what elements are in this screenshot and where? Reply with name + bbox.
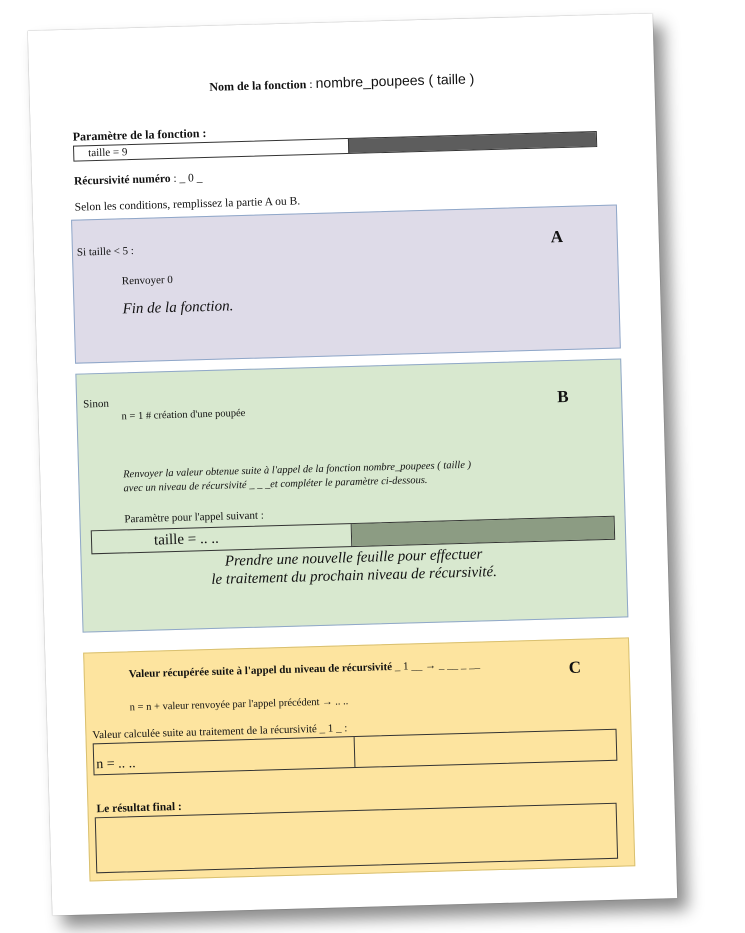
section-c-box — [83, 637, 635, 881]
title-label: Nom de la fonction — [209, 77, 307, 94]
page-title — [29, 65, 654, 99]
calc-right-cell — [355, 730, 617, 767]
section-a-condition: Si taille < 5 : — [76, 245, 135, 259]
recursion-value: : _ 0 _ — [170, 172, 203, 185]
section-b-box — [75, 358, 628, 632]
section-a-return: Renvoyer 0 — [121, 273, 173, 288]
final-result-label: Le résultat final : — [96, 800, 182, 816]
instructions-text: Selon les conditions, remplissez la partie A ou B. — [74, 195, 301, 214]
section-a-letter: A — [550, 227, 564, 247]
function-signature: nombre_poupees ( taille ) — [315, 70, 475, 91]
parameter-value: taille = 9 — [88, 146, 128, 160]
final-result-box[interactable] — [95, 800, 618, 874]
calc-value: n = .. .. — [96, 756, 136, 773]
parameter-shaded-cell — [348, 132, 596, 153]
section-c-calc-label: Valeur calculée suite au traitement de la récursivité _ 1 _ : — [92, 722, 348, 742]
section-b-note-1: Prendre une nouvelle feuille pour effectuer — [224, 546, 483, 570]
section-b-assignment: n = 1 # création d'une poupée — [121, 407, 246, 423]
section-b-instruction-1: Renvoyer la valeur obtenue suite à l'appel de la fonction nombre_poupees ( taille ) — [123, 459, 472, 481]
next-param-value: taille = .. .. — [92, 524, 353, 553]
section-c-heading-tail: _ 1 __ → _ __ _ __ — [391, 658, 481, 673]
section-c-heading — [129, 659, 481, 681]
section-c-letter: C — [568, 657, 582, 678]
next-param-shaded-cell — [352, 517, 615, 546]
recursion-number — [74, 172, 203, 188]
section-b-instruction-2: avec un niveau de récursivité _ _ _et compléter le paramètre ci-dessous. — [123, 474, 428, 495]
section-b-note-2: le traitement du prochain niveau de récursivité. — [211, 564, 498, 588]
section-c-update: n = n + valeur renvoyée par l'appel précédent → .. .. — [129, 696, 349, 714]
section-a-end: Fin de la fonction. — [122, 298, 234, 318]
section-b-else: Sinon — [83, 397, 110, 411]
worksheet-page — [28, 13, 677, 915]
section-a-box — [71, 205, 621, 364]
title-separator: : — [306, 76, 316, 92]
section-b-letter: B — [556, 386, 569, 407]
parameter-label: Paramètre de la fonction : — [72, 125, 207, 144]
next-param-label: Paramètre pour l'appel suivant : — [124, 509, 265, 526]
section-c-heading-text: Valeur récupérée suite à l'appel du niveau de récursivité — [128, 660, 393, 681]
recursion-label: Récursivité numéro — [73, 172, 171, 188]
calc-left-cell — [94, 737, 356, 774]
